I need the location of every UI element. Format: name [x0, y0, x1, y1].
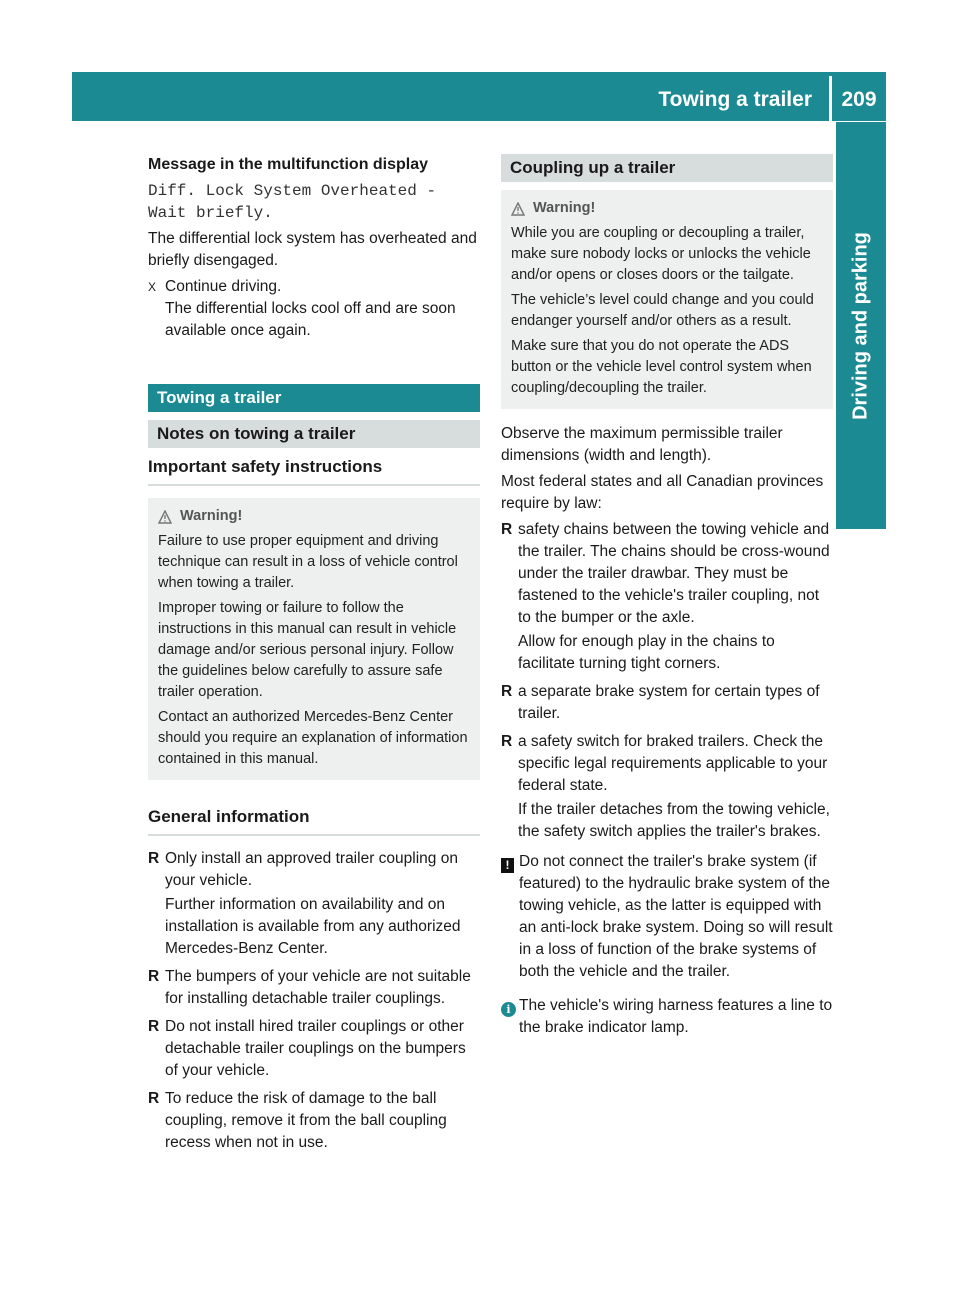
page-number: 209 — [841, 88, 877, 111]
chapter-tab-label: Driving and parking — [849, 231, 872, 420]
bullet-marker: R — [148, 1090, 160, 1107]
left-column — [148, 154, 480, 1160]
subsection-title: Coupling up a trailer — [501, 154, 833, 182]
bullet-text: The bumpers of your vehicle are not suitable for installing detachable trailer couplings. — [165, 968, 471, 1007]
info-text: The vehicle's wiring harness features a line to the brake indicator lamp. — [519, 997, 833, 1036]
general-bullet-list — [148, 848, 480, 1156]
right-column — [501, 154, 833, 1043]
bullet-text: Do not install hired trailer couplings or other detachable trailer couplings on the bumpers of your vehicle. — [165, 1018, 466, 1079]
bullet-text: Only install an approved trailer coupling on your vehicle. — [165, 850, 458, 889]
info-note — [501, 995, 833, 1043]
bullet-text: safety chains between the towing vehicle and the trailer. The chains should be cross-wound under the trailer drawbar. They must be fastened to the vehicle's trailer coupling, not to the bumper or the axle. — [518, 521, 830, 626]
bullet-marker: R — [501, 521, 513, 538]
bullet-extra: Allow for enough play in the chains to facilitate turning tight corners. — [518, 633, 775, 672]
list-item — [501, 681, 833, 727]
paragraph: Observe the maximum permissible trailer dimensions (width and length). — [501, 425, 783, 464]
warning-paragraph: Improper towing or failure to follow the instructions in this manual can result in vehicle damage and/or serious personal injury. Follow the guidelines below carefully to assure safe trailer operation. — [158, 600, 457, 700]
msg-heading: Message in the multifunction display — [148, 156, 429, 173]
warning-title — [158, 506, 472, 527]
warning-triangle-icon — [511, 202, 525, 216]
chapter-tab — [836, 122, 886, 529]
warning-triangle-icon — [158, 510, 172, 524]
warning-box — [501, 190, 833, 409]
warning-paragraph: Make sure that you do not operate the ADS button or the vehicle level control system when coupling/decoupling the trailer. — [511, 338, 812, 396]
bullet-marker: R — [148, 1018, 160, 1035]
bullet-marker: R — [148, 850, 160, 867]
display-message-line-2: Wait briefly. — [148, 204, 273, 222]
section-title: Towing a trailer — [148, 384, 480, 412]
list-item — [148, 966, 480, 1012]
bullet-extra: Further information on availability and on installation is available from any authorized Mercedes-Benz Center. — [165, 896, 461, 957]
bullet-marker: R — [148, 968, 160, 985]
warning-paragraph: The vehicle’s level could change and you could endanger yourself and/or others as a result. — [511, 292, 814, 329]
instruction-step — [148, 276, 480, 342]
law-bullet-list — [501, 519, 833, 845]
step-detail: The differential locks cool off and are soon available once again. — [165, 300, 456, 339]
bullet-extra: If the trailer detaches from the towing vehicle, the safety switch applies the trailer's brakes. — [518, 801, 830, 840]
caution-icon: ! — [501, 858, 514, 873]
list-item — [501, 519, 833, 677]
subsection-title: Notes on towing a trailer — [148, 420, 480, 448]
general-heading: General information — [148, 806, 480, 836]
list-item — [501, 731, 833, 845]
display-message-line-1: Diff. Lock System Overheated - — [148, 182, 437, 200]
bullet-text: a safety switch for braked trailers. Check the specific legal requirements applicable to your federal state. — [518, 733, 828, 794]
paragraph: Most federal states and all Canadian provinces require by law: — [501, 473, 824, 512]
page-header — [72, 72, 886, 121]
warning-paragraph: Failure to use proper equipment and driving technique can result in a loss of vehicle control when towing a trailer. — [158, 533, 458, 591]
warning-title — [511, 198, 825, 219]
bullet-text: a separate brake system for certain types of trailer. — [518, 683, 820, 722]
warning-title-text: Warning! — [180, 508, 243, 524]
msg-description: The differential lock system has overheated and briefly disengaged. — [148, 230, 477, 269]
warning-title-text: Warning! — [533, 200, 596, 216]
step-text: Continue driving. — [165, 278, 282, 295]
bullet-marker: R — [501, 733, 513, 750]
step-arrow-icon: X — [148, 280, 157, 294]
warning-box — [148, 498, 480, 780]
list-item — [148, 848, 480, 962]
caution-note — [501, 851, 833, 987]
warning-paragraph: While you are coupling or decoupling a trailer, make sure nobody locks or unlocks the vehicle and/or opens or closes doors or the tailgate. — [511, 225, 811, 283]
list-item — [148, 1088, 480, 1156]
safety-heading: Important safety instructions — [148, 456, 480, 486]
bullet-marker: R — [501, 683, 513, 700]
info-icon: i — [501, 1002, 516, 1017]
header-title: Towing a trailer — [658, 88, 812, 111]
bullet-text: To reduce the risk of damage to the ball coupling, remove it from the ball coupling recess when not in use. — [165, 1090, 447, 1151]
list-item — [148, 1016, 480, 1084]
warning-paragraph: Contact an authorized Mercedes-Benz Center should you require an explanation of information contained in this manual. — [158, 709, 468, 767]
caution-text: Do not connect the trailer's brake system (if featured) to the hydraulic brake system of the towing vehicle, as the latter is equipped with an anti-lock brake system. Doing so will result in a loss of function of the brake systems of both the vehicle and the trailer. — [519, 853, 833, 980]
